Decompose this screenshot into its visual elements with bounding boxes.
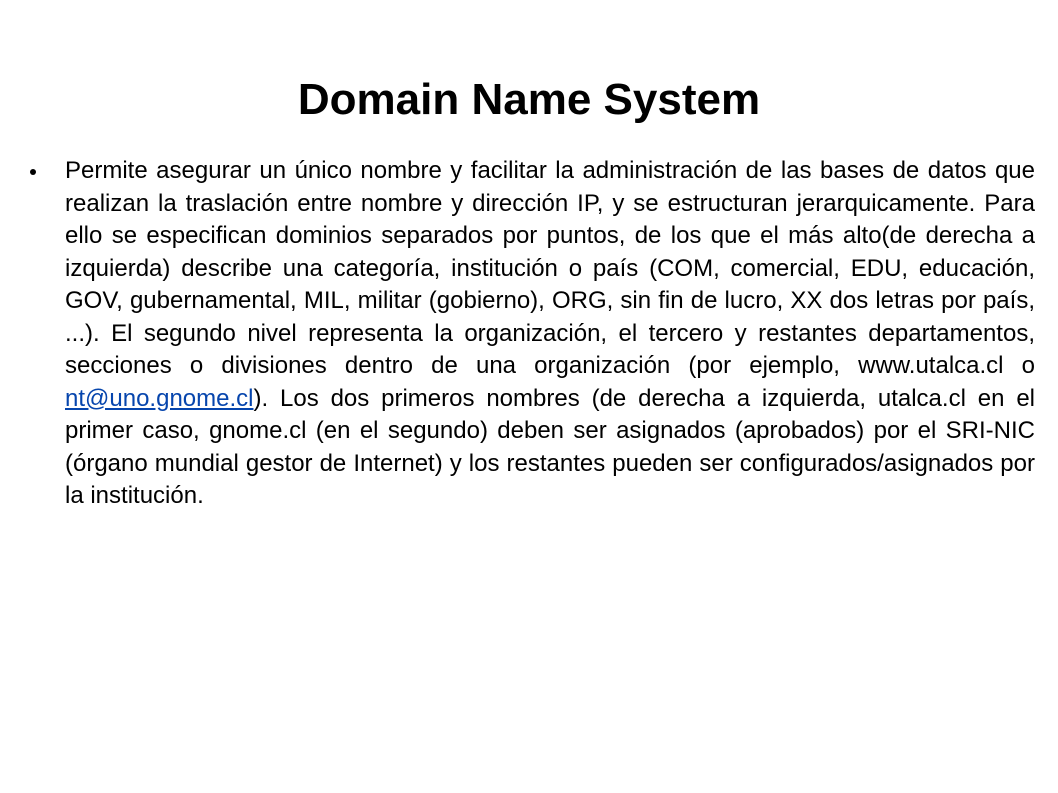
email-link[interactable]: nt@uno.gnome.cl [65, 384, 254, 412]
slide-title: Domain Name System [297, 75, 761, 124]
bullet-list [30, 155, 1040, 513]
bullet-dot-icon [30, 169, 36, 175]
bullet-item [30, 155, 1040, 513]
bullet-text [65, 155, 1035, 513]
bullet-text-before-link: Permite asegurar un único nombre y facilitar la administración de las bases de datos que realizan la traslación entre nombre y dirección IP, y se estructuran jerarquicamente. Para ello se especifican dominios separados por puntos, de los que el más alto(de derecha a izquierda) describe una categoría, institución o país (COM, comercial, EDU, educación, GOV, gubernamental, MIL, militar (gobierno), ORG, sin fin de lucro, XX dos letras por país, ...). El segundo nivel representa la organización, el tercero y restantes departamentos, secciones o divisiones dentro de una organización (por ejemplo, www.utalca.cl o [65, 157, 1035, 379]
bullet-text-after-link: ). Los dos primeros nombres (de derecha a izquierda, utalca.cl en el primer caso, gnome.cl (en el segundo) deben ser asignados (aprobados) por el SRI-NIC (órgano mundial gestor de Internet) y los restantes pueden ser configurados/asignados por la institución. [65, 384, 1035, 509]
